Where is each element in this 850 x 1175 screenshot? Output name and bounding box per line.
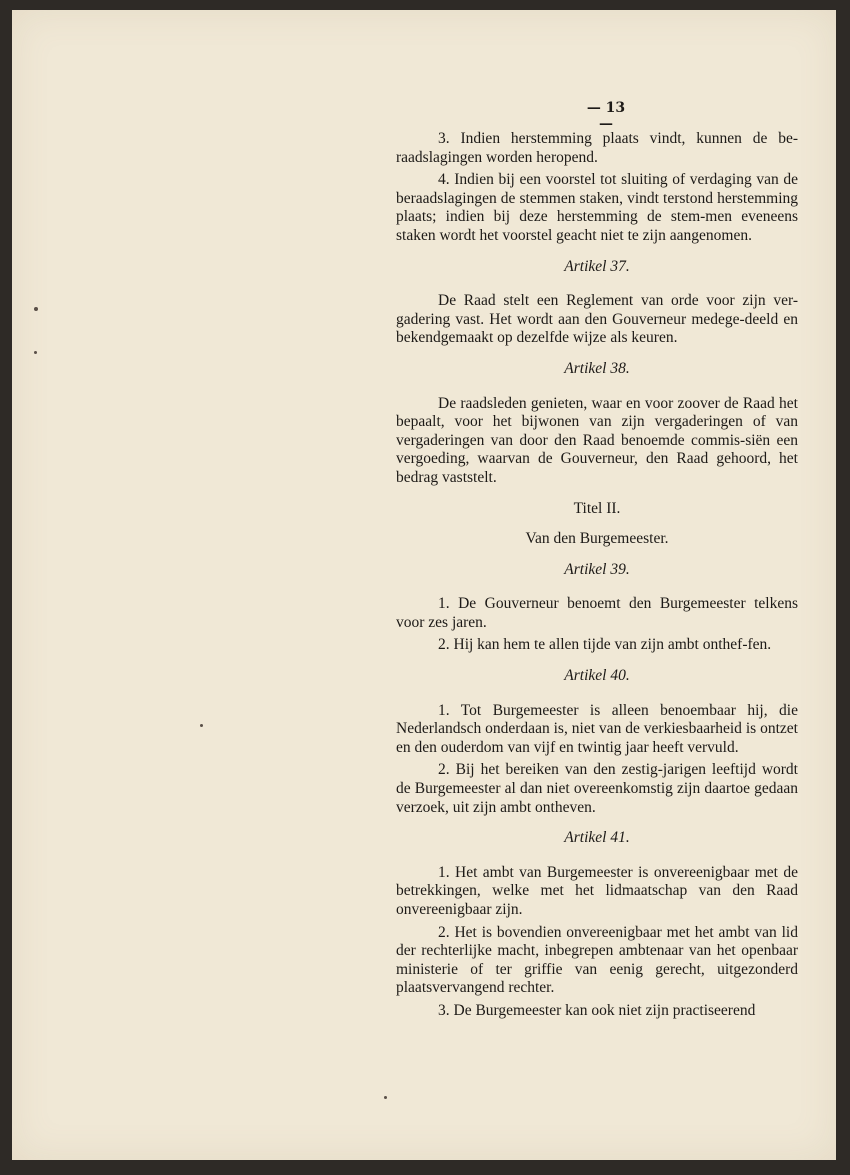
article-heading: Artikel 37.	[564, 257, 630, 275]
margin-mark	[384, 1096, 387, 1099]
paragraph: 2. Bij het bereiken van den zestig-jarigen leeftijd wordt de Burgemeester al dan niet overeenkomstig zijn daartoe gedaan verzoek, uit zijn ambt ontheven.	[396, 761, 798, 816]
margin-mark	[34, 351, 37, 354]
paragraph: De raadsleden genieten, waar en voor zoover de Raad het bepaalt, voor het bijwonen van zijn vergaderingen of van vergaderingen van door den Raad benoemde commis-siën een vergoeding, waarvan de Gouverneur, den Raad gehoord, het bedrag vaststelt.	[396, 394, 798, 486]
paragraph: 1. Tot Burgemeester is alleen benoembaar hij, die Nederlandsch onderdaan is, niet van de verkiesbaarheid is ontzet en den ouderdom van vijf en twintig jaar heeft vervuld.	[396, 701, 798, 756]
margin-mark	[200, 724, 203, 727]
article-heading: Artikel 41.	[564, 829, 630, 847]
paragraph: 3. De Burgemeester kan ook niet zijn practiseerend	[438, 1001, 756, 1019]
paragraph: 1. De Gouverneur benoemt den Burgemeester telkens voor zes jaren.	[396, 595, 798, 631]
paragraph: De Raad stelt een Reglement van orde voor zijn ver-gadering vast. Het wordt aan den Gouverneur medege-deeld en bekendgemaakt op dezelfde wijze als keuren.	[396, 292, 798, 347]
article-heading: Artikel 39.	[564, 560, 630, 578]
paragraph: 2. Het is bovendien onvereenigbaar met het ambt van lid der rechterlijke macht, inbegrepen ambtenaar van het openbaar ministerie of ter griffie van eenig gerecht, uitgezonderd plaatsvervangend rechter.	[396, 923, 798, 997]
article-heading: Artikel 38.	[564, 359, 630, 377]
paragraph: 1. Het ambt van Burgemeester is onvereenigbaar met de betrekkingen, welke met het lidmaatschap van den Raad onvereenigbaar zijn.	[396, 863, 798, 918]
paragraph: 4. Indien bij een voorstel tot sluiting of verdaging van de beraadslagingen de stemmen staken, vindt terstond herstemming plaats; indien bij deze herstemming de stem-men eveneens staken wordt het voorstel geacht niet te zijn aangenomen.	[396, 171, 798, 244]
page-number: — 13 —	[586, 100, 626, 132]
article-heading: Artikel 40.	[564, 667, 630, 685]
section-heading: Van den Burgemeester.	[525, 530, 669, 548]
paragraph: 3. Indien herstemming plaats vindt, kunnen de be-raadslagingen worden heropend.	[396, 130, 798, 166]
paragraph: 2. Hij kan hem te allen tijde van zijn ambt onthef-fen.	[438, 636, 772, 654]
text-column	[396, 130, 798, 1025]
title-heading: Titel II.	[573, 499, 621, 517]
document-page	[12, 10, 836, 1160]
margin-mark	[34, 307, 38, 311]
